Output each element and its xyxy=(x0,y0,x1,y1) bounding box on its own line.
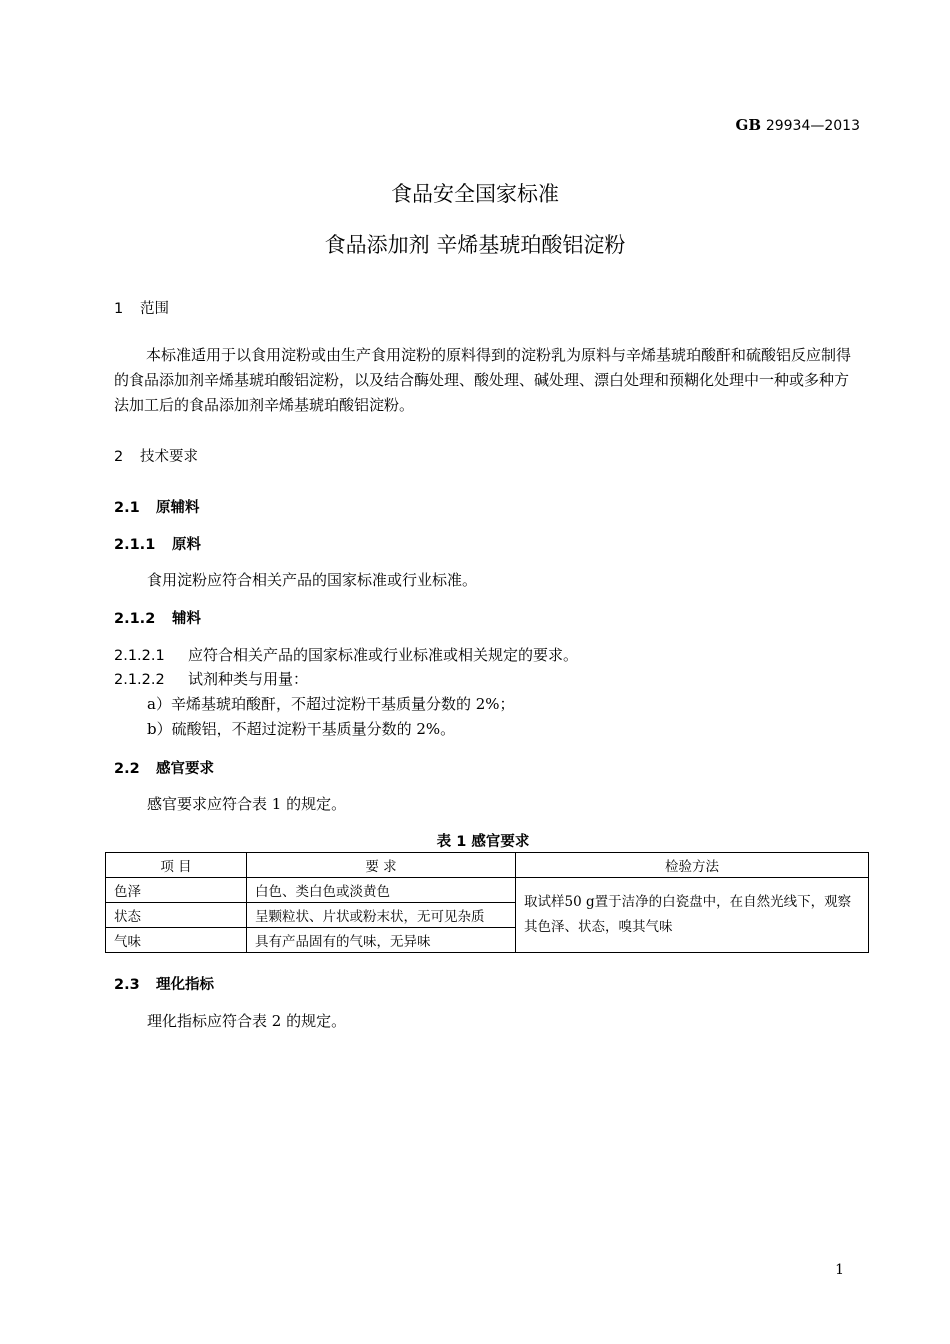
table-cell-method: 取试样50 g置于洁净的白瓷盘中，在自然光线下，观察其色泽、状态，嗅其气味 xyxy=(516,878,869,953)
section-2-1-2-heading xyxy=(114,607,201,628)
section-title: 辅料 xyxy=(172,611,201,627)
clause-2-1-2-2 xyxy=(114,668,308,689)
section-number: 1 xyxy=(114,301,124,317)
table-header-row xyxy=(106,853,869,878)
section-title: 技术要求 xyxy=(140,449,198,465)
section-number: 2.2 xyxy=(114,761,140,777)
raw-material-text: 食用淀粉应符合相关产品的国家标准或行业标准。 xyxy=(147,571,478,589)
table-header: 检验方法 xyxy=(516,853,869,878)
section-number: 2.1.1 xyxy=(114,537,156,553)
section-2-2-heading xyxy=(114,757,214,778)
clause-2-1-2-1 xyxy=(114,644,578,665)
physicochemical-paragraph: 理化指标应符合表 2 的规定。 xyxy=(147,1012,347,1030)
standard-prefix: GB xyxy=(735,116,762,134)
table-row xyxy=(106,878,869,903)
table-cell-requirement: 呈颗粒状、片状或粉末状，无可见杂质 xyxy=(247,903,516,928)
section-number: 2.3 xyxy=(114,977,140,993)
sensory-table xyxy=(105,852,869,953)
section-title: 感官要求 xyxy=(156,761,214,777)
section-number: 2.1 xyxy=(114,500,140,516)
list-item-a: a）辛烯基琥珀酸酐，不超过淀粉干基质量分数的 2%； xyxy=(147,695,515,713)
scope-text: 本标准适用于以食用淀粉或由生产食用淀粉的原料得到的淀粉乳为原料与辛烯基琥珀酸酐和硫酸铝反应制得的食品添加剂辛烯基琥珀酸铝淀粉，以及结合酶处理、酸处理、碱处理、漂白处理和预糊化处理中一种或多种方法加工后的食品添加剂辛烯基琥珀酸铝淀粉。 xyxy=(114,346,852,414)
sensory-paragraph: 感官要求应符合表 1 的规定。 xyxy=(147,795,347,813)
section-2-heading xyxy=(114,445,198,466)
section-2-3-heading xyxy=(114,973,214,994)
standard-code xyxy=(736,116,860,134)
section-number: 2 xyxy=(114,449,124,465)
document-title: 食品安全国家标准 xyxy=(391,182,559,206)
standard-number: 29934—2013 xyxy=(765,118,860,134)
table-caption: 表 1 感官要求 xyxy=(436,834,530,850)
clause-number: 2.1.2.2 xyxy=(114,672,165,688)
table-cell-requirement: 具有产品固有的气味，无异味 xyxy=(247,928,516,953)
section-2-1-1-heading xyxy=(114,533,201,554)
section-2-1-heading xyxy=(114,496,200,517)
page-number: 1 xyxy=(835,1262,844,1278)
section-title: 原料 xyxy=(172,537,201,553)
table-cell-requirement: 白色、类白色或淡黄色 xyxy=(247,878,516,903)
scope-paragraph xyxy=(114,343,854,418)
clause-text: 试剂种类与用量： xyxy=(188,670,309,688)
table-header: 要 求 xyxy=(247,853,516,878)
section-title: 范围 xyxy=(140,301,169,317)
section-1-heading xyxy=(114,297,169,318)
table-cell-item: 色泽 xyxy=(106,878,247,903)
clause-text: 应符合相关产品的国家标准或行业标准或相关规定的要求。 xyxy=(188,646,579,664)
table-cell-item: 状态 xyxy=(106,903,247,928)
section-title: 理化指标 xyxy=(156,977,214,993)
table-header: 项 目 xyxy=(106,853,247,878)
clause-number: 2.1.2.1 xyxy=(114,648,165,664)
document-subtitle: 食品添加剂 辛烯基琥珀酸铝淀粉 xyxy=(324,233,626,257)
list-item-b: b）硫酸铝，不超过淀粉干基质量分数的 2%。 xyxy=(147,720,456,738)
section-title: 原辅料 xyxy=(156,500,200,516)
section-number: 2.1.2 xyxy=(114,611,156,627)
table-cell-item: 气味 xyxy=(106,928,247,953)
